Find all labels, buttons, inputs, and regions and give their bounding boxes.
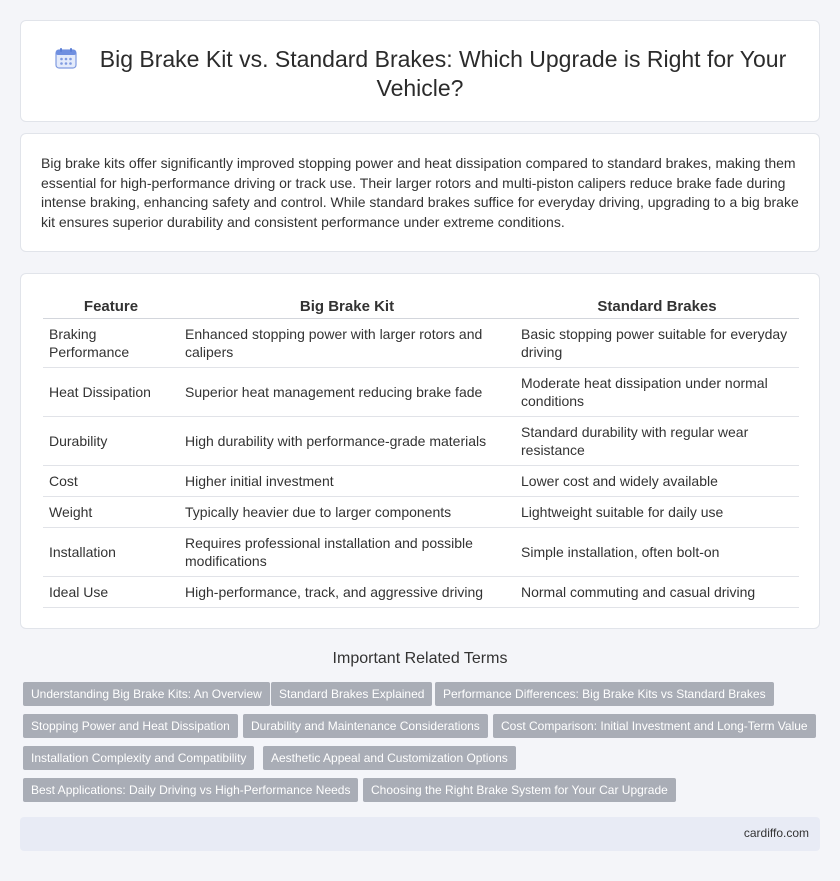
site-name[interactable]: cardiffo.com [743, 826, 809, 840]
comparison-card [20, 273, 820, 629]
related-terms-title: Important Related Terms [332, 650, 508, 667]
footer [20, 817, 820, 851]
table-cell: Durability [43, 416, 179, 465]
related-tag[interactable]: Stopping Power and Heat Dissipation [23, 714, 238, 738]
table-row [43, 416, 799, 465]
table-cell: Standard durability with regular wear resistance [515, 416, 799, 465]
header-standard-brakes: Standard Brakes [515, 298, 799, 318]
page-title [41, 45, 799, 103]
table-row [43, 465, 799, 496]
header-big-brake-kit: Big Brake Kit [179, 298, 515, 318]
related-tag[interactable]: Standard Brakes Explained [271, 682, 432, 706]
related-tag[interactable]: Performance Differences: Big Brake Kits vs Standard Brakes [435, 682, 774, 706]
table-row [43, 496, 799, 527]
calendar-icon [54, 46, 78, 70]
related-tag[interactable]: Durability and Maintenance Considerations [243, 714, 488, 738]
table-cell: Typically heavier due to larger components [179, 496, 515, 527]
table-row [43, 367, 799, 416]
related-tag[interactable]: Choosing the Right Brake System for Your Car Upgrade [363, 778, 676, 802]
table-cell: Installation [43, 527, 179, 576]
table-cell: Normal commuting and casual driving [515, 576, 799, 607]
table-cell: Lower cost and widely available [515, 465, 799, 496]
table-cell: Weight [43, 496, 179, 527]
table-cell: Enhanced stopping power with larger rotors and calipers [179, 318, 515, 367]
table-cell: Basic stopping power suitable for everyday driving [515, 318, 799, 367]
table-cell: Lightweight suitable for daily use [515, 496, 799, 527]
table-cell: Ideal Use [43, 576, 179, 607]
table-row [43, 318, 799, 367]
header-feature: Feature [43, 298, 179, 318]
intro-card [20, 133, 820, 252]
related-tag[interactable]: Cost Comparison: Initial Investment and Long-Term Value [493, 714, 816, 738]
table-cell: Heat Dissipation [43, 367, 179, 416]
table-cell: Requires professional installation and possible modifications [179, 527, 515, 576]
table-row [43, 576, 799, 607]
related-tag[interactable]: Aesthetic Appeal and Customization Options [263, 746, 516, 770]
table-cell: High durability with performance-grade materials [179, 416, 515, 465]
related-tag[interactable]: Best Applications: Daily Driving vs High-Performance Needs [23, 778, 358, 802]
table-row [43, 527, 799, 576]
page-title-text: Big Brake Kit vs. Standard Brakes: Which Upgrade is Right for Your Vehicle? [99, 46, 787, 101]
table-cell: Higher initial investment [179, 465, 515, 496]
header-card [20, 20, 820, 122]
table-cell: Braking Performance [43, 318, 179, 367]
table-cell: Moderate heat dissipation under normal conditions [515, 367, 799, 416]
intro-paragraph: Big brake kits offer significantly improved stopping power and heat dissipation compared to standard brakes, making them essential for high-performance driving or track use. Their larger rotors and multi-piston calipers reduce brake fade during intense braking, enhancing safety and control. While standard brakes suffice for everyday driving, upgrading to a big brake kit ensures superior durability and consistent performance under extreme conditions. [41, 155, 799, 230]
table-cell: Cost [43, 465, 179, 496]
table-cell: Simple installation, often bolt-on [515, 527, 799, 576]
table-cell: High-performance, track, and aggressive driving [179, 576, 515, 607]
related-tag[interactable]: Installation Complexity and Compatibility [23, 746, 254, 770]
comparison-table [43, 298, 799, 608]
related-tag[interactable]: Understanding Big Brake Kits: An Overview [23, 682, 270, 706]
table-cell: Superior heat management reducing brake fade [179, 367, 515, 416]
